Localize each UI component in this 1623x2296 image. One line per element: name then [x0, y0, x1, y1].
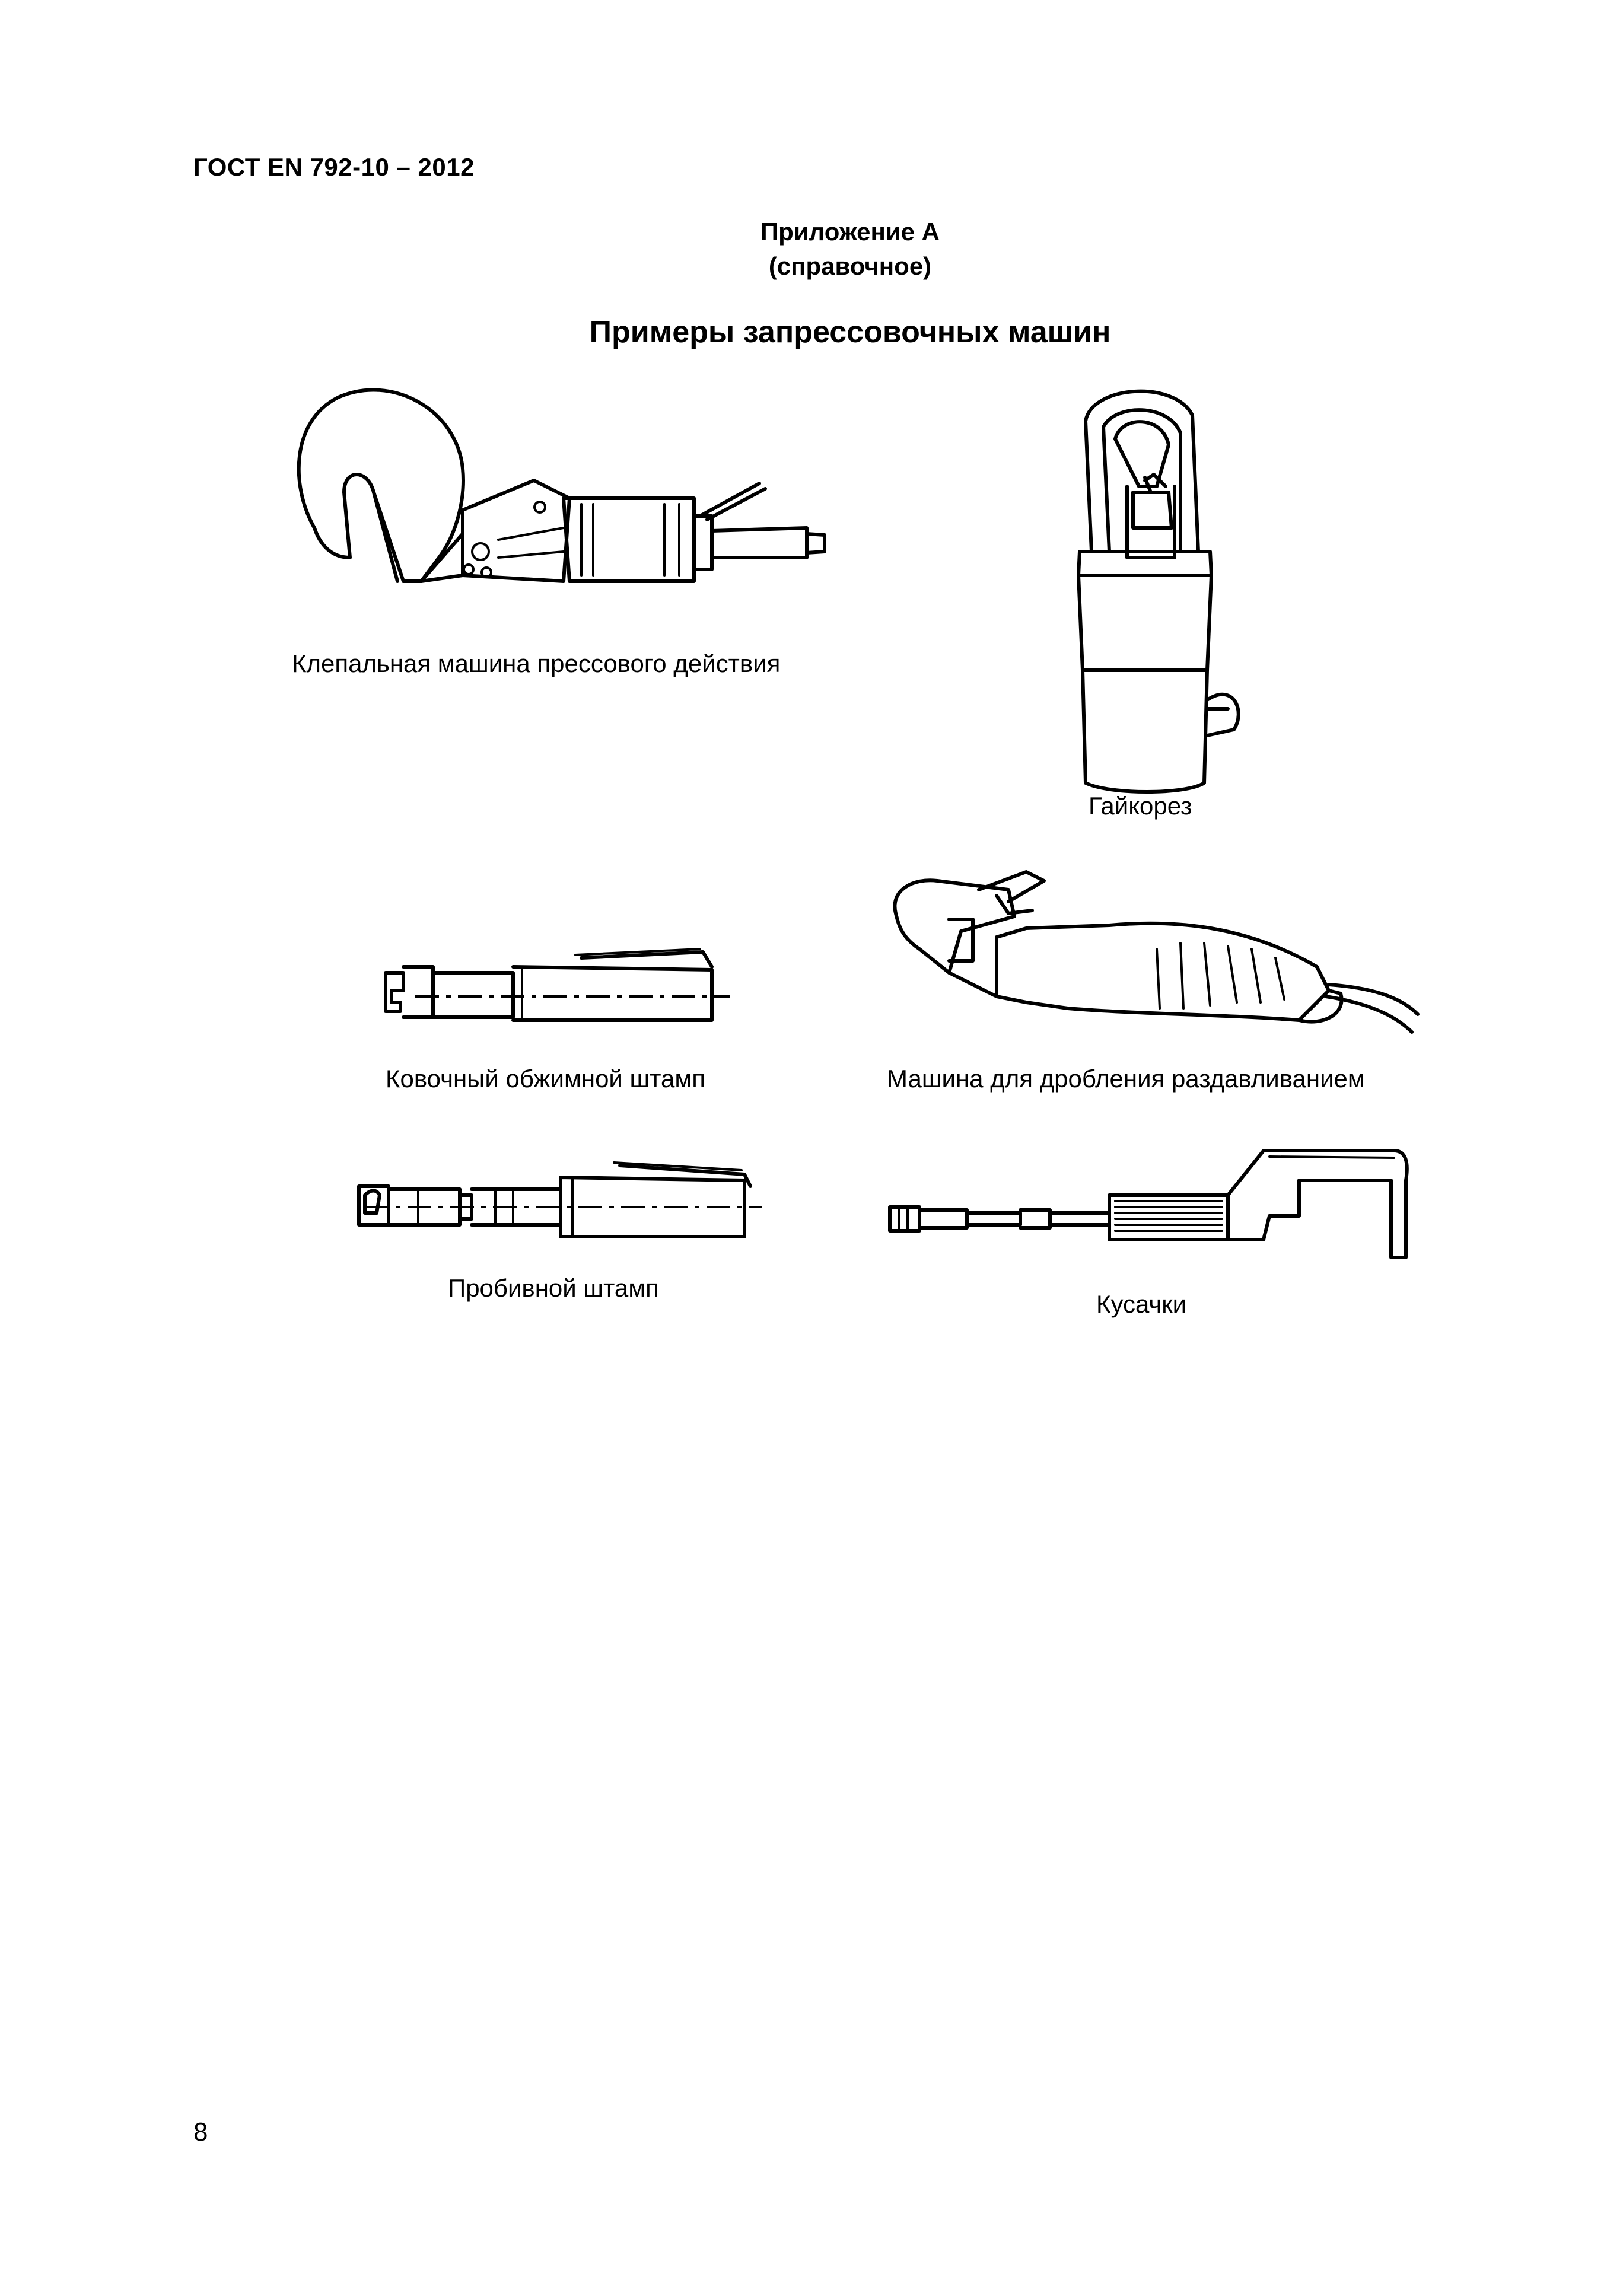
crushing-machine-drawing	[890, 860, 1424, 1050]
page-title	[0, 314, 1623, 350]
riveting-press-drawing	[285, 380, 842, 605]
nut-splitter-caption: Гайкорез	[1089, 792, 1192, 820]
page-number: 8	[193, 2117, 208, 2147]
nippers-caption: Кусачки	[1096, 1290, 1187, 1318]
annex-type: (справочное)	[768, 252, 932, 280]
page-title-text: Примеры запрессовочных машин	[589, 315, 1111, 349]
nut-splitter-drawing	[1056, 380, 1269, 795]
annex-heading	[0, 215, 1623, 284]
crimping-die-drawing	[380, 907, 736, 1026]
crushing-machine-caption: Машина для дробления раздавливанием	[887, 1065, 1365, 1093]
punching-die-drawing	[353, 1130, 768, 1249]
crimping-die-caption: Ковочный обжимной штамп	[386, 1065, 705, 1093]
punching-die-caption: Пробивной штамп	[448, 1274, 659, 1302]
annex-label: Приложение А	[760, 218, 940, 246]
document-header: ГОСТ EN 792-10 – 2012	[193, 153, 475, 181]
riveting-press-caption: Клепальная машина прессового действия	[292, 649, 781, 677]
nippers-drawing	[884, 1145, 1418, 1275]
